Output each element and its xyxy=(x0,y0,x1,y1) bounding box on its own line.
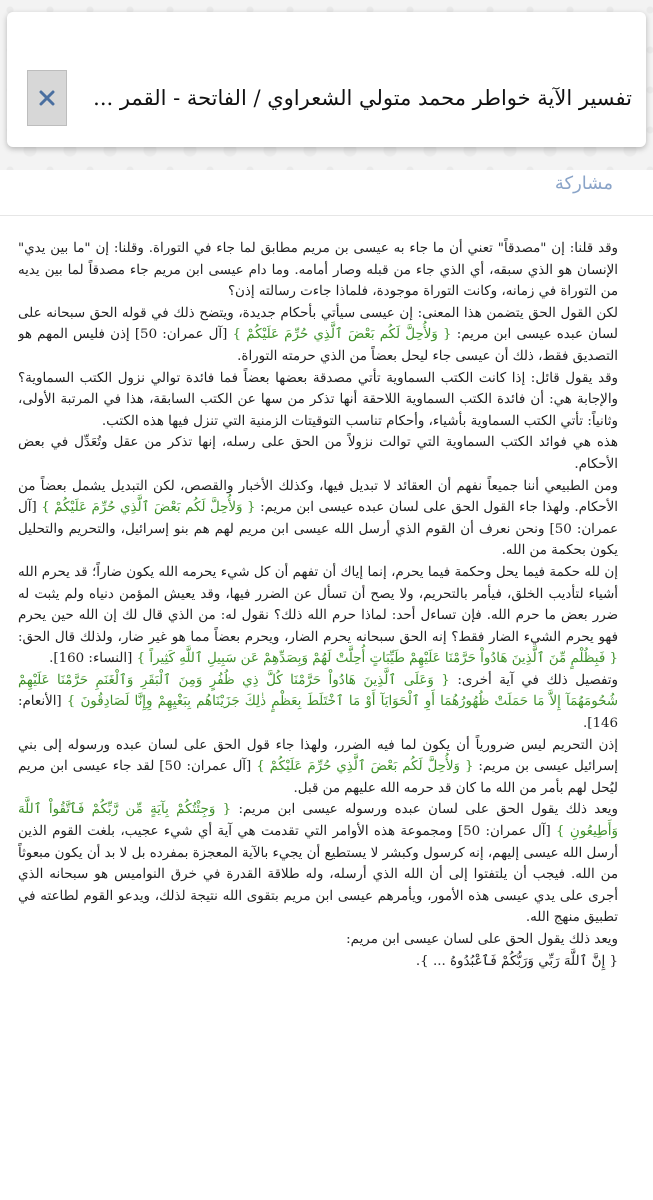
article-paragraph xyxy=(18,799,618,929)
article-paragraph xyxy=(18,368,618,433)
article-paragraph xyxy=(18,735,618,800)
article-paragraph xyxy=(18,303,618,368)
quran-verse: { وَلأُحِلَّ لَكُم بَعْضَ ٱلَّذِي حُرِّمَ عَلَيْكُمْ } xyxy=(232,327,452,343)
article-paragraph xyxy=(18,951,618,973)
paragraph-text: ومن الطبيعي أننا جميعاً نفهم أن العقائد لا تبديل فيها، وكذلك الأخبار والقصص، لكن التبديل يشمل بعضاً من الأحكام. ولهذا جاء القول الحق على لسان عبده عيسى ابن مريم: xyxy=(18,478,618,516)
divider xyxy=(0,215,653,216)
quran-verse: { فَبِظُلْمٍ مِّنَ ٱلَّذِينَ هَادُواْ حَرَّمْنَا عَلَيْهِمْ طَيِّبَاتٍ أُحِلَّتْ لَهُمْ وَبِصَدِّهِمْ عَن سَبِيلِ ٱللَّهِ كَثِيراً } xyxy=(136,651,618,667)
paragraph-text: وقد قلنا: إن "مصدقاً" تعني أن ما جاء به عيسى بن مريم مطابق لما جاء في التوراة. وقلنا: إن "ما بين يدي" الإنسان هو الذي سبقه، أي الذي جاء من قبله وصار أمامه. وما دام عيسى ابن مريم جاء مصدقاً لما بين يديه من التوراة في زمانه، وكانت التوراة موجودة، فلماذا جاءت رسالته إذن؟ xyxy=(18,241,618,300)
article-paragraph xyxy=(18,929,618,951)
paragraph-text: إذن التحريم ليس ضرورياً أن يكون لما فيه الضرر، ولهذا جاء قول الحق على لسان عبده ورسوله إلى بني إسرائيل عيسى بن مريم: xyxy=(18,737,618,775)
page-title: تفسير الآية خواطر محمد متولي الشعراوي / الفاتحة - القمر ... xyxy=(93,86,632,110)
article-paragraph xyxy=(18,670,618,735)
quran-verse: { وَلأُحِلَّ لَكُم بَعْضَ ٱلَّذِي حُرِّمَ عَلَيْكُمْ } xyxy=(256,759,474,775)
article-paragraph xyxy=(18,238,618,303)
paragraph-text: [الأنعام: 146]. xyxy=(18,694,618,732)
tafsir-article xyxy=(18,238,618,1193)
paragraph-text: ويعد ذلك يقول الحق على لسان عبده ورسوله عيسى ابن مريم: xyxy=(231,802,618,818)
paragraph-text: ويعد ذلك يقول الحق على لسان عيسى ابن مريم: xyxy=(346,932,618,947)
close-icon xyxy=(39,90,55,106)
paragraph-text: [آل عمران: 50] ونحن نعرف أن القوم الذي أرسل الله عيسى ابن مريم لهم هم بنو إسرائيل، والتحريم والتحليل يكون بحكمة من الله. xyxy=(18,500,618,559)
quran-verse: { وَعَلَى ٱلَّذِينَ هَادُواْ حَرَّمْنَا كُلَّ ذِي ظُفُرٍ وَمِنَ ٱلْبَقَرِ وَٱلْغَنَمِ حَرَّمْنَا عَلَيْهِمْ شُحُومَهُمَآ إِلاَّ مَا حَمَلَتْ ظُهُورُهُمَا أَوِ ٱلْحَوَايَآ أَوْ مَا ٱخْتَلَطَ بِعَظْمٍ ذٰلِكَ جَزَيْنَاهُم بِبَغْيِهِمْ وِإِنَّا لَصَادِقُونَ } xyxy=(18,672,618,710)
paragraph-text: { إِنَّ ٱللَّهَ رَبِّي وَرَبُّكُمْ فَٱعْبُدُوهُ ... }. xyxy=(415,953,618,969)
paragraph-text: [النساء: 160]. xyxy=(49,651,137,667)
paragraph-text: لكن القول الحق يتضمن هذا المعنى: إن عيسى سيأتي بأحكام جديدة، ويتضح ذلك في قوله الحق سبحانه على لسان عبده عيسى ابن مريم: xyxy=(18,305,618,343)
quran-verse: { وَلأُحِلَّ لَكُم بَعْضَ ٱلَّذِي حُرِّمَ عَلَيْكُمْ } xyxy=(41,500,256,516)
paragraph-text: وقد يقول قائل: إذا كانت الكتب السماوية تأتي مصدقة بعضها بعضاً فما فائدة توالي نزول الكتب السماوية؟ والإجابة هي: أن فائدة الكتب السماوية اللاحقة أنها تذكر من سها عن الكتب السابقة، هذا في المرتبة الأولى، وثانياً: تأتي الكتب السماوية بأشياء، وأحكام تناسب التوقيتات الزمنية التي تنزل فيها هذه الكتب. xyxy=(18,370,618,429)
paragraph-text: [آل عمران: 50] إذن فليس المهم هو التصديق فقط، ذلك أن عيسى جاء ليحل بعضاً من الذي حرمته التوراة. xyxy=(18,327,618,364)
paragraph-text: [آل عمران: 50] لقد جاء عيسى ابن مريم ليُحل لهم بأمر من الله ما كان قد حرمه الله عليهم من قبل. xyxy=(18,759,618,796)
paragraph-text: هذه هي فوائد الكتب السماوية التي توالت نزولاً من الحق على رسله، إنها تذكر من عقل وتُعَدِّل في بعض الأحكام. xyxy=(18,435,618,472)
article-paragraph xyxy=(18,432,618,475)
paragraph-text: إن لله حكمة فيما يحل وحكمة فيما يحرم، إنما إياك أن تفهم أن كل شيء يحرمه الله يكون ضاراً؛ قد يحرم الله أشياء لتأديب الخلق، فيأمر بالتحريم، ولا يصح أن تسأل عن الضرر فيها، وقد يعيش المؤمن دنياه ولم يثبت له ضرر بعض ما حرم الله. فإن تساءل أحد: لماذا حرم الله ذلك؟ نقول له: من الذي قال لك إن الله حين يحرم فهو يحرم الشيء الضار فقط؟ إنه الحق سبحانه يحرم الضار، ويحرم بعضاً مما هو غير ضار، ولذلك قال الحق: xyxy=(18,564,618,645)
quran-verse: { وَجِئْتُكُمْ بِآيَةٍ مِّن رَّبِّكُمْ فَٱتَّقُواْ ٱللَّهَ وَأَطِيعُونِ } xyxy=(18,802,618,840)
paragraph-text: وتفصيل ذلك في آية أخرى: xyxy=(449,672,618,688)
close-button[interactable] xyxy=(27,70,67,126)
share-link[interactable]: مشاركة xyxy=(554,173,613,194)
article-paragraph xyxy=(18,476,618,562)
paragraph-text: [آل عمران: 50] ومجموعة هذه الأوامر التي تقدمت هي آية أي شيء عجيب، بلغت القوم الذين أرسل الله عيسى إليهم، إنه كرسول وكبشر لا يستطيع أن يجيء بالآية المعجزة بمفرده بل لا بد أن يكون مبعوثاً من الله. فيجب أن يلتفتوا إلى أن الله الذي أرسله، وله طلاقة القدرة في خرق النواميس هو سبحانه الذي أجرى على يدي عيسى هذه الأمور، ويأمرهم عيسى ابن مريم بتقوى الله نتيجة لذلك، ويدعو القوم لطاعته في تطبيق منهج الله. xyxy=(18,824,618,926)
title-card xyxy=(7,12,646,147)
article-paragraph xyxy=(18,562,618,670)
